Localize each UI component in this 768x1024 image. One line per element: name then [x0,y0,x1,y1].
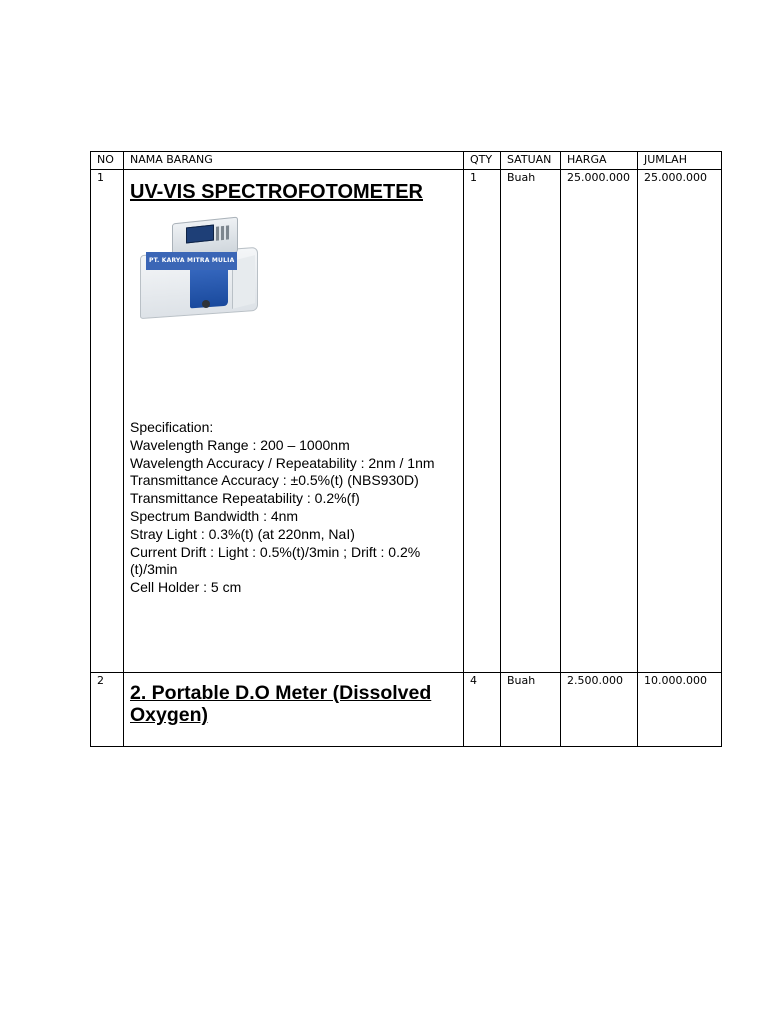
spec-line: Stray Light : 0.3%(t) (at 220nm, NaI) [130,525,355,542]
spec-line: Current Drift : Light : 0.5%(t)/3min ; Drift : 0.2%(t)/3min [130,543,421,578]
item-title: 2. Portable D.O Meter (Dissolved Oxygen) [130,682,432,726]
row-qty: 1 [464,170,501,673]
row-satuan: Buah [501,673,561,747]
row-harga: 2.500.000 [561,673,638,747]
instrument-keypad-shape [216,225,230,240]
table-header-row [91,152,722,170]
spec-line: Transmittance Repeatability : 0.2%(f) [130,490,360,507]
spec-line: Wavelength Accuracy / Repeatability : 2nm / 1nm [130,454,435,471]
header-harga: HARGA [561,152,638,170]
table-row [91,673,722,747]
header-jumlah: JUMLAH [638,152,722,170]
table-row [91,170,722,673]
spec-line: Wavelength Range : 200 – 1000nm [130,436,350,453]
quotation-table [90,151,722,747]
image-watermark-label: PT. KARYA MITRA MULIA [146,252,237,270]
specification-block [130,419,463,597]
spectrophotometer-image [132,216,264,326]
row-jumlah: 10.000.000 [638,673,722,747]
header-no: NO [91,152,124,170]
row-harga: 25.000.000 [561,170,638,673]
row-jumlah: 25.000.000 [638,170,722,673]
row-item-description [124,170,464,673]
spec-line: Transmittance Accuracy : ±0.5%(t) (NBS930D) [130,472,419,489]
row-no: 2 [91,673,124,747]
spec-heading: Specification: [130,419,214,435]
row-satuan: Buah [501,170,561,673]
header-nama-barang: NAMA BARANG [124,152,464,170]
spec-line: Spectrum Bandwidth : 4nm [130,507,299,524]
item-title: UV-VIS SPECTROFOTOMETER [130,181,423,203]
row-no: 1 [91,170,124,673]
instrument-knob-shape [202,300,210,308]
header-qty: QTY [464,152,501,170]
row-item-description [124,673,464,747]
instrument-screen-shape [186,225,214,244]
spec-line: Cell Holder : 5 cm [130,579,242,596]
header-satuan: SATUAN [501,152,561,170]
row-qty: 4 [464,673,501,747]
